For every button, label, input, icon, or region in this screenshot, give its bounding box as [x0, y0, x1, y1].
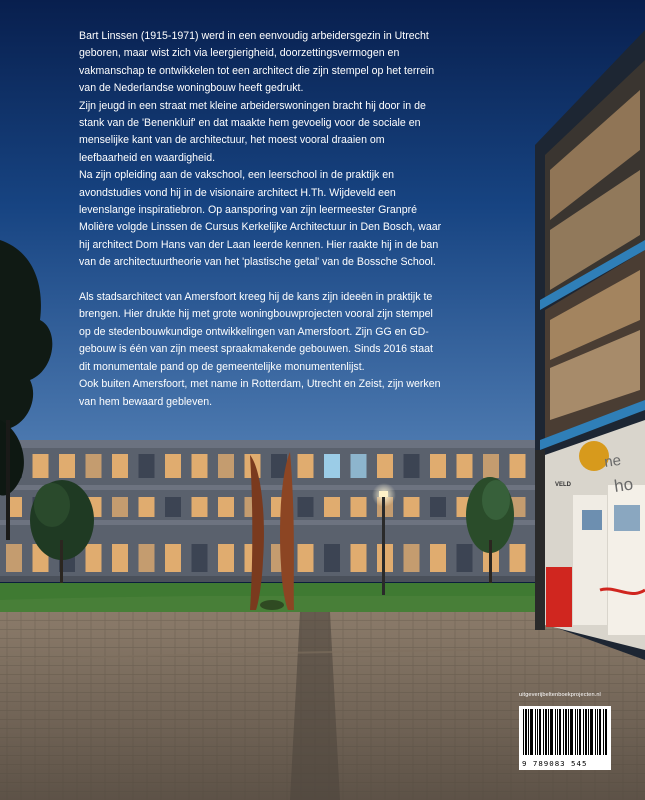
barcode-bar	[530, 709, 533, 755]
barcode-bar	[525, 709, 527, 755]
barcode-bar	[590, 709, 593, 755]
building-window	[324, 497, 340, 517]
building-window	[192, 544, 208, 572]
building-window	[139, 454, 155, 478]
building-window	[139, 497, 155, 517]
barcode-bar	[568, 709, 569, 755]
sign-fragment-1: ne	[603, 451, 623, 471]
building-window	[112, 497, 128, 517]
barcode-bar	[550, 709, 553, 755]
barcode-bar	[579, 709, 581, 755]
building-window	[218, 454, 234, 478]
building-window	[165, 454, 181, 478]
barcode-bar	[548, 709, 549, 755]
building-window	[404, 497, 420, 517]
building-window	[457, 454, 473, 478]
paragraph-youth: Zijn jeugd in een straat met kleine arbeiderswoningen bracht hij door in de stank van de 'Benenkluif' en dat maakte hem gevoelig voor de sociale en menselijke kant van de architectuur, het moest vooral draaien om leefbaarheid en waardigheid.	[79, 99, 426, 164]
isbn-barcode	[519, 706, 611, 770]
building-window	[430, 544, 446, 572]
building-window	[139, 544, 155, 572]
barcode-bar	[557, 709, 558, 755]
building-window	[218, 497, 234, 517]
sign-fragment-3: VELD	[555, 482, 572, 488]
barcode-bar	[528, 709, 529, 755]
building-window	[457, 544, 473, 572]
barcode-bar	[565, 709, 567, 755]
barcode-bar	[599, 709, 601, 755]
barcode-bar	[523, 709, 524, 755]
barcode-bar	[583, 709, 584, 755]
building-window	[86, 454, 102, 478]
building-window	[351, 497, 367, 517]
publisher-url: uitgeverijbeltenboekprojecten.nl	[519, 692, 601, 698]
barcode-bar	[605, 709, 607, 755]
building-window	[298, 497, 314, 517]
building-window	[510, 454, 526, 478]
building-window	[192, 454, 208, 478]
barcode-bar	[539, 709, 541, 755]
building-window	[324, 454, 340, 478]
building-window	[112, 454, 128, 478]
building-window	[59, 454, 75, 478]
sign-fragment-2: ho	[612, 474, 635, 496]
building-window	[112, 544, 128, 572]
building-window	[430, 497, 446, 517]
paragraph-amersfoort: Als stadsarchitect van Amersfoort kreeg hij de kans zijn ideeën in praktijk te brengen. Hier drukte hij met grote woningbouwprojecten vooral zijn stempel op de stedenbouwkundige ontwikkelingen van Amersfoort. Zijn GG en GD-gebouw is één van zijn meest spraakmakende gebouwen. Sinds 2016 staat dit monumentale pand op de gemeentelijke monumentenlijst.	[79, 291, 433, 373]
building-window	[165, 497, 181, 517]
building-window	[324, 544, 340, 572]
barcode-bar	[555, 709, 556, 755]
back-cover-text	[79, 28, 444, 411]
barcode-bar	[575, 709, 576, 755]
building-window	[298, 544, 314, 572]
building-window	[218, 544, 234, 572]
building-window	[483, 454, 499, 478]
barcode-bar	[543, 709, 544, 755]
barcode-bar	[603, 709, 604, 755]
barcode-bar	[595, 709, 596, 755]
barcode-bar	[585, 709, 587, 755]
building-window	[510, 544, 526, 572]
building-window	[404, 454, 420, 478]
barcode-bars	[519, 709, 611, 759]
building-window	[404, 544, 420, 572]
barcode-bar	[570, 709, 573, 755]
paragraph-other-cities: Ook buiten Amersfoort, met name in Rotterdam, Utrecht en Zeist, zijn werken van hem bewaard gebleven.	[79, 378, 441, 408]
paragraph-intro: Bart Linssen (1915-1971) werd in een eenvoudig arbeidersgezin in Utrecht geboren, maar wist zich via leergierigheid, doorzettingsvermogen en vakmanschap te ontwikkelen tot een architect die zijn stempel op het terrein van de Nederlandse woningbouw heeft gedrukt.	[79, 30, 435, 95]
paragraph-education: Na zijn opleiding aan de vakschool, een leerschool in de praktijk en avondstudies vond hij in de visionaire architect H.Th. Wijdeveld een levenslange inspiratiebron. Op aansporing van zijn leermeester Granpré Molière volgde Linssen de Cursus Kerkelijke Architectuur in Den Bosch, waar hij architect Dom Hans van der Laan leerde kennen. Hier raakte hij in de ban van de architectuurtheorie van het 'plastische getal' van de Bossche School.	[79, 169, 442, 269]
building-window	[351, 544, 367, 572]
barcode-bar	[535, 709, 536, 755]
barcode-bar	[563, 709, 564, 755]
building-window	[377, 454, 393, 478]
building-window	[86, 544, 102, 572]
barcode-bar	[537, 709, 538, 755]
building-window	[351, 454, 367, 478]
building-window	[430, 454, 446, 478]
isbn-digits: 9 789083 545	[522, 759, 588, 768]
barcode-bar	[597, 709, 598, 755]
building-window	[6, 544, 22, 572]
building-window	[165, 544, 181, 572]
building-window	[298, 454, 314, 478]
barcode-bar	[588, 709, 589, 755]
building-window	[192, 497, 208, 517]
barcode-bar	[577, 709, 578, 755]
barcode-bar	[559, 709, 561, 755]
barcode-bar	[545, 709, 547, 755]
building-window	[33, 454, 49, 478]
